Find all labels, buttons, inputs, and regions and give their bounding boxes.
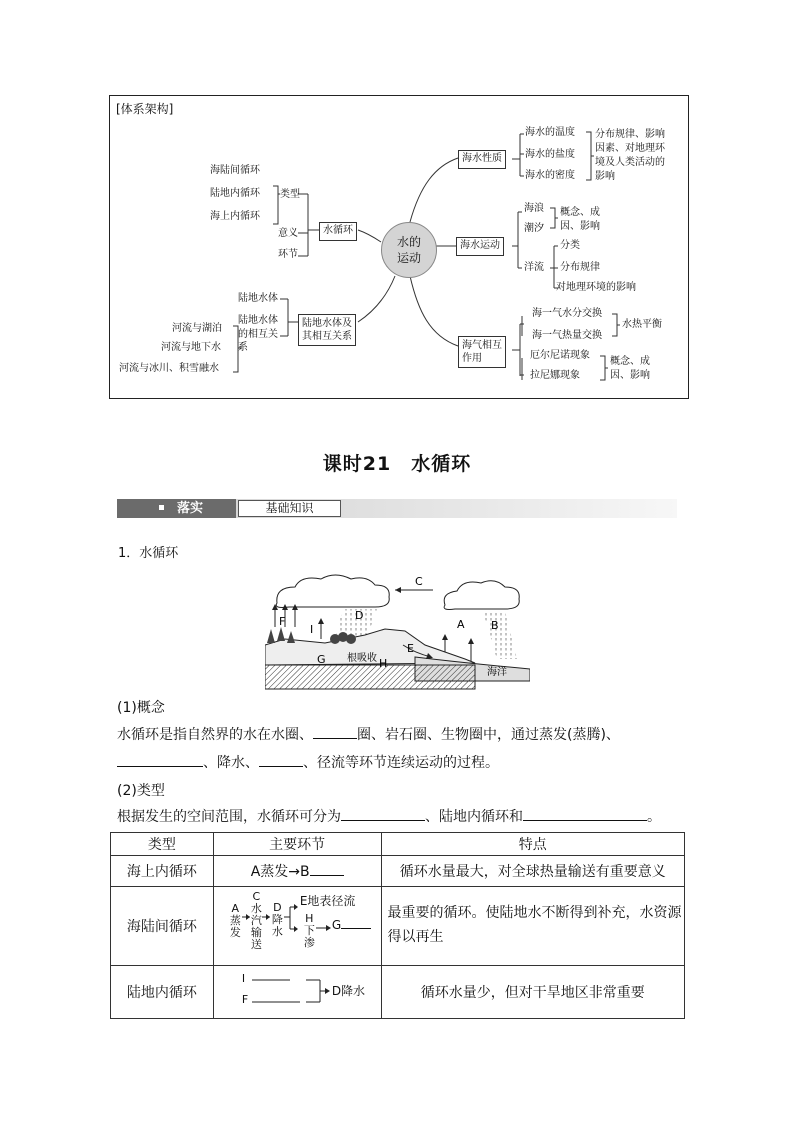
phenomenon-2: 拉尼娜现象 (530, 370, 580, 381)
flow2-c-4: 输 (250, 926, 262, 940)
blank-process-2[interactable] (259, 753, 303, 767)
property-note (595, 128, 665, 184)
diagram-label-root: 根吸收 (347, 653, 377, 664)
blank-sphere[interactable] (313, 725, 357, 739)
property-item-3: 海水的密度 (525, 170, 575, 181)
interaction-line-2: 作用 (462, 353, 482, 364)
motion-waves: 海浪 (524, 203, 544, 214)
flow2-d-3: 水 (271, 925, 283, 939)
types-heading: (2)类型 (117, 783, 165, 799)
flow2-box (214, 887, 381, 965)
flow3-f: F (241, 993, 249, 1006)
interaction-line-1: 海气相互 (462, 340, 502, 351)
node-relation (238, 314, 278, 355)
phenomena-note-2: 因、影响 (610, 370, 650, 381)
flow2-e: E地表径流 (299, 894, 356, 908)
relation-line-1: 陆地水体 (238, 315, 278, 326)
blank-type-2[interactable] (523, 807, 647, 821)
land-water-line-1: 陆地水体及 (302, 318, 352, 329)
flow2-a-1: A (231, 902, 240, 915)
mindmap-title: [体系架构] (116, 102, 174, 116)
property-note-4: 影响 (595, 171, 615, 182)
type-item-1: 海陆间循环 (210, 165, 260, 176)
flow3-i: I (241, 972, 246, 985)
concept-text-1b: 圈、岩石圈、生物圈中，通过蒸发(蒸腾)、 (357, 727, 620, 743)
property-item-1: 海水的温度 (525, 127, 575, 138)
square-icon (159, 505, 164, 510)
property-note-3: 境及人类活动的 (595, 157, 665, 168)
current-item-1: 分类 (560, 240, 580, 251)
flow2-arrows (240, 895, 300, 945)
current-item-2: 分布规律 (560, 262, 600, 273)
blank-row1[interactable] (310, 862, 344, 876)
diagram-label-D: D (355, 609, 364, 622)
exchange-item-1: 海一气水分交换 (532, 308, 602, 319)
node-types-label: 类型 (280, 189, 300, 200)
row1-link-text: A蒸发→B (250, 864, 310, 880)
exchange-note: 水热平衡 (622, 319, 662, 330)
mindmap-center-node (381, 222, 437, 278)
relation-line-3: 系 (238, 342, 248, 353)
flow2-c-3: 汽 (250, 914, 262, 928)
row2-feature: 最重要的循环。使陆地水不断得到补充，水资源得以再生 (381, 887, 684, 966)
cloud-land-shape (276, 575, 389, 608)
node-meaning: 意义 (278, 228, 298, 239)
flow2-a-3: 发 (229, 926, 241, 940)
motion-tides: 潮汐 (524, 223, 544, 234)
node-links: 环节 (278, 249, 298, 260)
relation-item-1: 河流与湖泊 (172, 323, 222, 334)
flow2-g-label: G (331, 918, 342, 932)
cycle-table (110, 832, 685, 1019)
concept-text-2a: 、降水、 (203, 755, 259, 771)
row1-type: 海上内循环 (111, 856, 214, 887)
table-row (111, 887, 685, 966)
phenomena-note-1: 概念、成 (610, 356, 650, 367)
table-header-row (111, 833, 685, 856)
diagram-label-I: I (310, 623, 314, 636)
table-row (111, 966, 685, 1019)
flow2-h-2: 下 (303, 924, 315, 938)
row2-link (213, 887, 381, 966)
node-motion: 海水运动 (456, 237, 504, 256)
blank-process-1[interactable] (117, 753, 203, 767)
wave-note-1: 概念、成 (560, 207, 600, 218)
concept-line-1 (117, 724, 620, 744)
header-feature: 特点 (381, 833, 684, 856)
rain-sea-shape (483, 611, 517, 659)
node-interaction (458, 336, 506, 368)
flow3-box (214, 966, 381, 1018)
center-line-2: 运动 (396, 251, 421, 265)
types-line (117, 806, 661, 826)
type-item-3: 海上内循环 (210, 211, 260, 222)
row3-link (213, 966, 381, 1019)
phenomena-note (610, 355, 650, 383)
node-land-water (298, 314, 356, 346)
relation-item-2: 河流与地下水 (161, 342, 221, 353)
node-property: 海水性质 (458, 150, 506, 169)
blank-row2[interactable] (341, 917, 371, 929)
flow2-d-2: 降 (271, 913, 283, 927)
heading-water-cycle: 1．水循环 (118, 546, 179, 561)
flow2-g (332, 917, 371, 932)
section-tag (117, 499, 236, 518)
mindmap-frame (109, 95, 689, 399)
concept-line-2 (117, 752, 499, 772)
current-item-3: 对地理环境的影响 (556, 282, 636, 293)
type-item-2: 陆地内循环 (210, 188, 260, 199)
row2-type: 海陆间循环 (111, 887, 214, 966)
row3-feature: 循环水量少，但对干旱地区非常重要 (381, 966, 684, 1019)
diagram-label-G: G (317, 653, 326, 666)
section-bar (117, 499, 677, 518)
flow3-lines (250, 972, 330, 1012)
flow2-a-2: 蒸 (229, 914, 241, 928)
diagram-label-H: H (379, 657, 388, 670)
section-tag-label: 落实 (177, 501, 204, 516)
header-link: 主要环节 (213, 833, 381, 856)
land-water-line-2: 其相互关系 (302, 331, 352, 342)
property-item-2: 海水的盐度 (525, 149, 575, 160)
flow2-d-1: D (273, 901, 282, 914)
flow3-d: D降水 (331, 984, 366, 998)
diagram-label-F: F (279, 615, 286, 628)
diagram-label-B: B (491, 619, 499, 632)
node-water-cycle: 水循环 (319, 222, 357, 241)
row1-link (213, 856, 381, 887)
flow2-c-2: 水 (250, 902, 262, 916)
relation-line-2: 的相互关 (238, 328, 278, 340)
flow2-c-5: 送 (250, 938, 262, 952)
concept-text-2b: 、径流等环节连续运动的过程。 (303, 755, 499, 771)
types-text-b: 、陆地内循环和 (425, 809, 523, 825)
bedrock-shape (265, 665, 475, 689)
diagram-label-A: A (457, 618, 465, 631)
relation-item-3: 河流与冰川、积雪融水 (119, 363, 219, 374)
phenomenon-1: 厄尔尼诺现象 (530, 350, 590, 361)
concept-text-1a: 水循环是指自然界的水在水圈、 (117, 727, 313, 743)
water-cycle-diagram (265, 573, 530, 691)
diagram-label-E: E (407, 642, 414, 655)
wave-note (560, 206, 600, 234)
types-text-a: 根据发生的空间范围，水循环可分为 (117, 809, 341, 825)
flow2-c-1: C (252, 890, 261, 903)
blank-type-1[interactable] (341, 807, 425, 821)
row3-type: 陆地内循环 (111, 966, 214, 1019)
diagram-label-C: C (415, 575, 423, 588)
cloud-sea-shape (444, 581, 519, 610)
wave-note-2: 因、影响 (560, 221, 600, 232)
center-line-1: 水的 (396, 234, 421, 249)
exchange-item-2: 海一气热量交换 (532, 330, 602, 341)
row1-feature: 循环水量最大，对全球热量输送有重要意义 (381, 856, 684, 887)
lesson-title: 课时21 水循环 (322, 453, 472, 475)
diagram-label-ocean: 海洋 (487, 667, 507, 678)
flow2-h-1: H (305, 912, 314, 925)
property-note-1: 分布规律、影响 (595, 129, 665, 140)
concept-heading: (1)概念 (117, 700, 165, 716)
motion-current: 洋流 (524, 262, 544, 273)
flow2-h-3: 渗 (303, 936, 315, 950)
property-note-2: 因素、对地理环 (595, 143, 665, 154)
node-land-body: 陆地水体 (238, 293, 278, 304)
section-subtitle: 基础知识 (238, 500, 341, 517)
types-text-c: 。 (647, 809, 661, 825)
flow2-arrow-g (314, 923, 334, 933)
header-type: 类型 (111, 833, 214, 856)
table-row (111, 856, 685, 887)
